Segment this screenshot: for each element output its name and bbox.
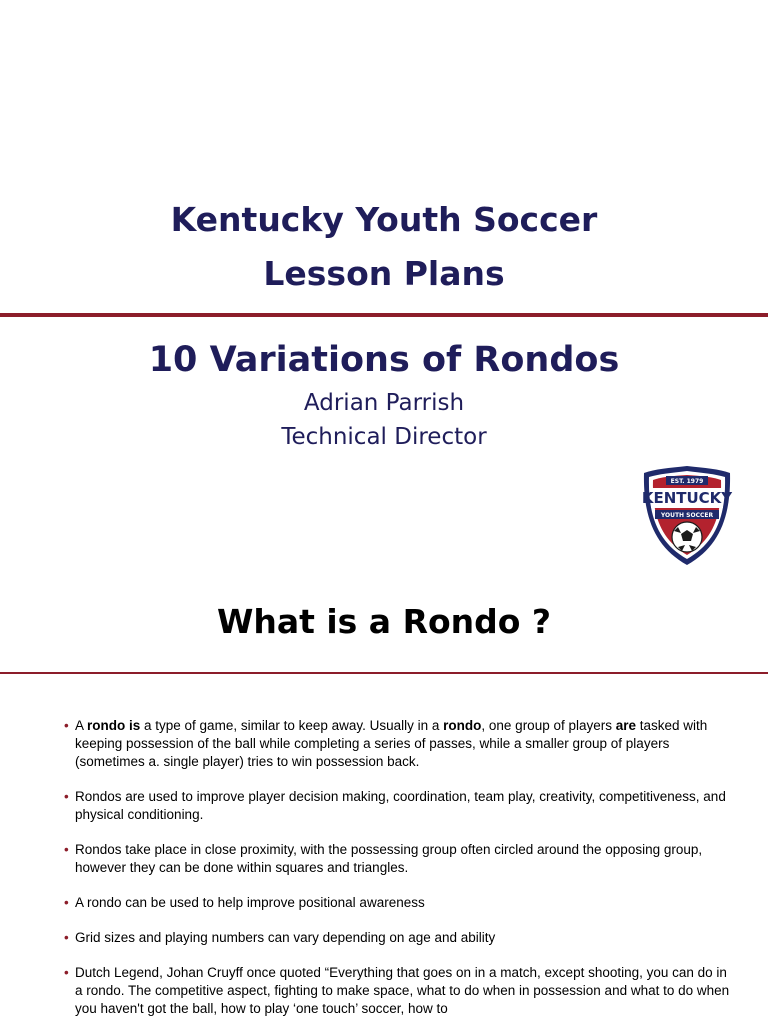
bullet-keyword: rondo [443,718,482,733]
bullet-item: • Rondos are used to improve player decision making, coordination, team play, creativity, competitiveness, and physical conditioning. [64,788,736,824]
title-line-1: Kentucky Youth Soccer [170,200,598,239]
author-name: Adrian Parrish [303,390,465,416]
title-line-2: Lesson Plans [263,254,505,293]
bullet-keyword: rondo is [87,718,141,733]
bullet-text: a type of game, similar to keep away. Usually in a [140,718,444,733]
bullet-item: • Dutch Legend, Johan Cruyff once quoted “Everything that goes on in a match, except shooting, you can do in a rondo. The competitive aspect, fighting to make space, what to do when in possession and what to do when you haven't got the ball, how to play ‘one touch’ soccer, how to [64,964,736,1018]
logo-est-text: EST. 1979 [670,478,704,485]
logo-tagline-text: YOUTH SOCCER [660,512,714,519]
bullet-item: • Grid sizes and playing numbers can vary depending on age and ability [64,929,736,947]
bullet-text: , one group of players [481,718,616,733]
logo-name-text: KENTUCKY [641,489,733,507]
slide-divider [0,313,768,317]
slide-divider-2 [0,672,768,674]
rondo-bullet-list [64,717,736,1035]
kentucky-youth-soccer-logo [641,464,733,568]
bullet-item [64,717,736,771]
bullet-text: A [75,718,88,733]
rondos-title: 10 Variations of Rondos [148,340,620,380]
bullet-item: • A rondo can be used to help improve positional awareness [64,894,736,912]
soccer-ball-icon [672,522,702,552]
bullet-keyword: are [615,718,637,733]
lesson-plans-title [0,193,768,301]
author-role: Technical Director [281,424,487,450]
bullet-text: tasked with keeping possession of the ball while completing a series of passes, while a smaller group of players (sometimes a. single player) tries to win possession back. [75,718,708,769]
bullet-item: • Rondos take place in close proximity, with the possessing group often circled around the opposing group, however they can be done within squares and triangles. [64,841,736,877]
what-is-rondo-title: What is a Rondo ? [216,602,552,641]
